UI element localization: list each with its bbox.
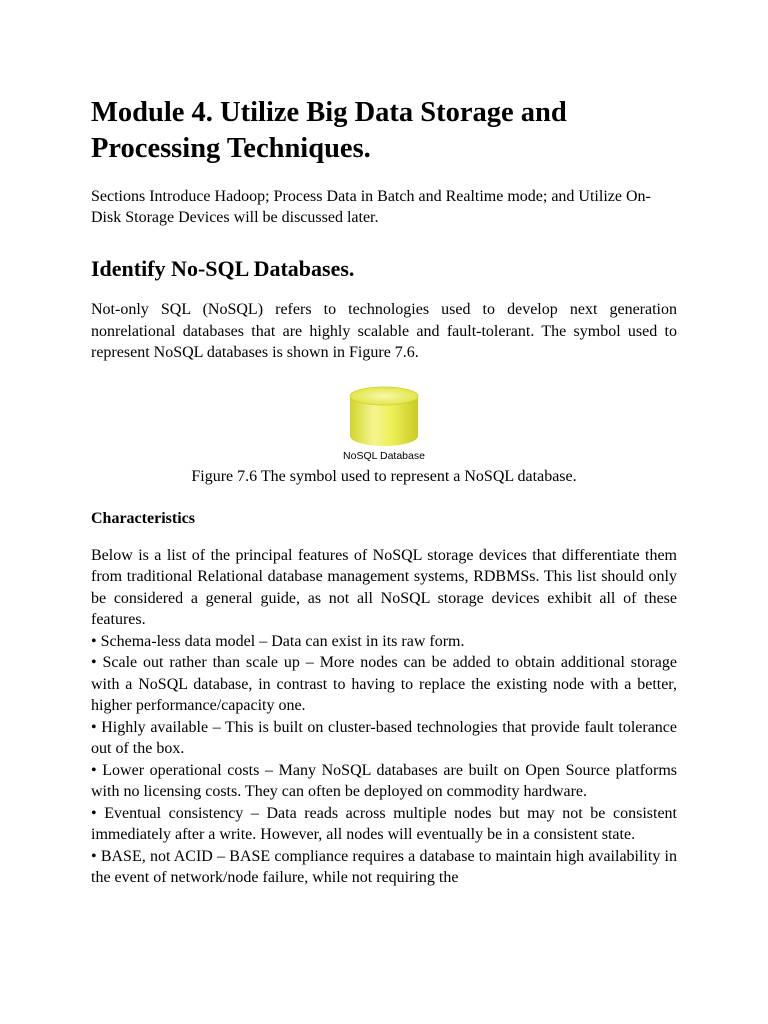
subheading-characteristics: Characteristics xyxy=(91,509,195,527)
page-title xyxy=(91,95,677,167)
figure-caption: Figure 7.6 The symbol used to represent a NoSQL database. xyxy=(191,467,577,485)
section-paragraph: Not-only SQL (NoSQL) refers to technologies used to develop next generation nonrelational databases that are highly scalable and fault-tolerant. The symbol used to represent NoSQL databases is shown in Figure 7.6. xyxy=(91,301,677,361)
list-item: • Scale out rather than scale up – More nodes can be added to obtain additional storage with a NoSQL database, in contrast to having to replace the existing node with a better, higher performance/capacity one. xyxy=(91,654,677,714)
database-cylinder-icon xyxy=(346,386,422,448)
page-title-line-2: Processing Techniques. xyxy=(91,133,371,164)
list-item: • Eventual consistency – Data reads across multiple nodes but may not be consistent immediately after a write. However, all nodes will eventually be in a consistent state. xyxy=(91,804,677,843)
list-item: • Lower operational costs – Many NoSQL databases are built on Open Source platforms with no licensing costs. They can often be deployed on commodity hardware. xyxy=(91,761,677,800)
list-item: • BASE, not ACID – BASE compliance requires a database to maintain high availability in the event of network/node failure, while not requiring the xyxy=(91,847,677,886)
page-content xyxy=(91,95,677,889)
section-heading: Identify No-SQL Databases. xyxy=(91,256,355,281)
figure-nosql-symbol xyxy=(91,386,677,462)
characteristics-list xyxy=(91,631,677,889)
intro-paragraph: Sections Introduce Hadoop; Process Data in Batch and Realtime mode; and Utilize On-Disk Storage Devices will be discussed later. xyxy=(91,188,651,226)
page-title-line-1: Module 4. Utilize Big Data Storage and xyxy=(91,97,567,128)
list-item: • Highly available – This is built on cluster-based technologies that provide fault tolerance out of the box. xyxy=(91,718,677,757)
characteristics-intro: Below is a list of the principal features of NoSQL storage devices that differentiate them from traditional Relational database management systems, RDBMSs. This list should only be considered a general guide, as not all NoSQL storage devices exhibit all of these features. xyxy=(91,546,677,628)
figure-label: NoSQL Database xyxy=(343,449,425,462)
list-item: • Schema-less data model – Data can exist in its raw form. xyxy=(91,632,465,650)
